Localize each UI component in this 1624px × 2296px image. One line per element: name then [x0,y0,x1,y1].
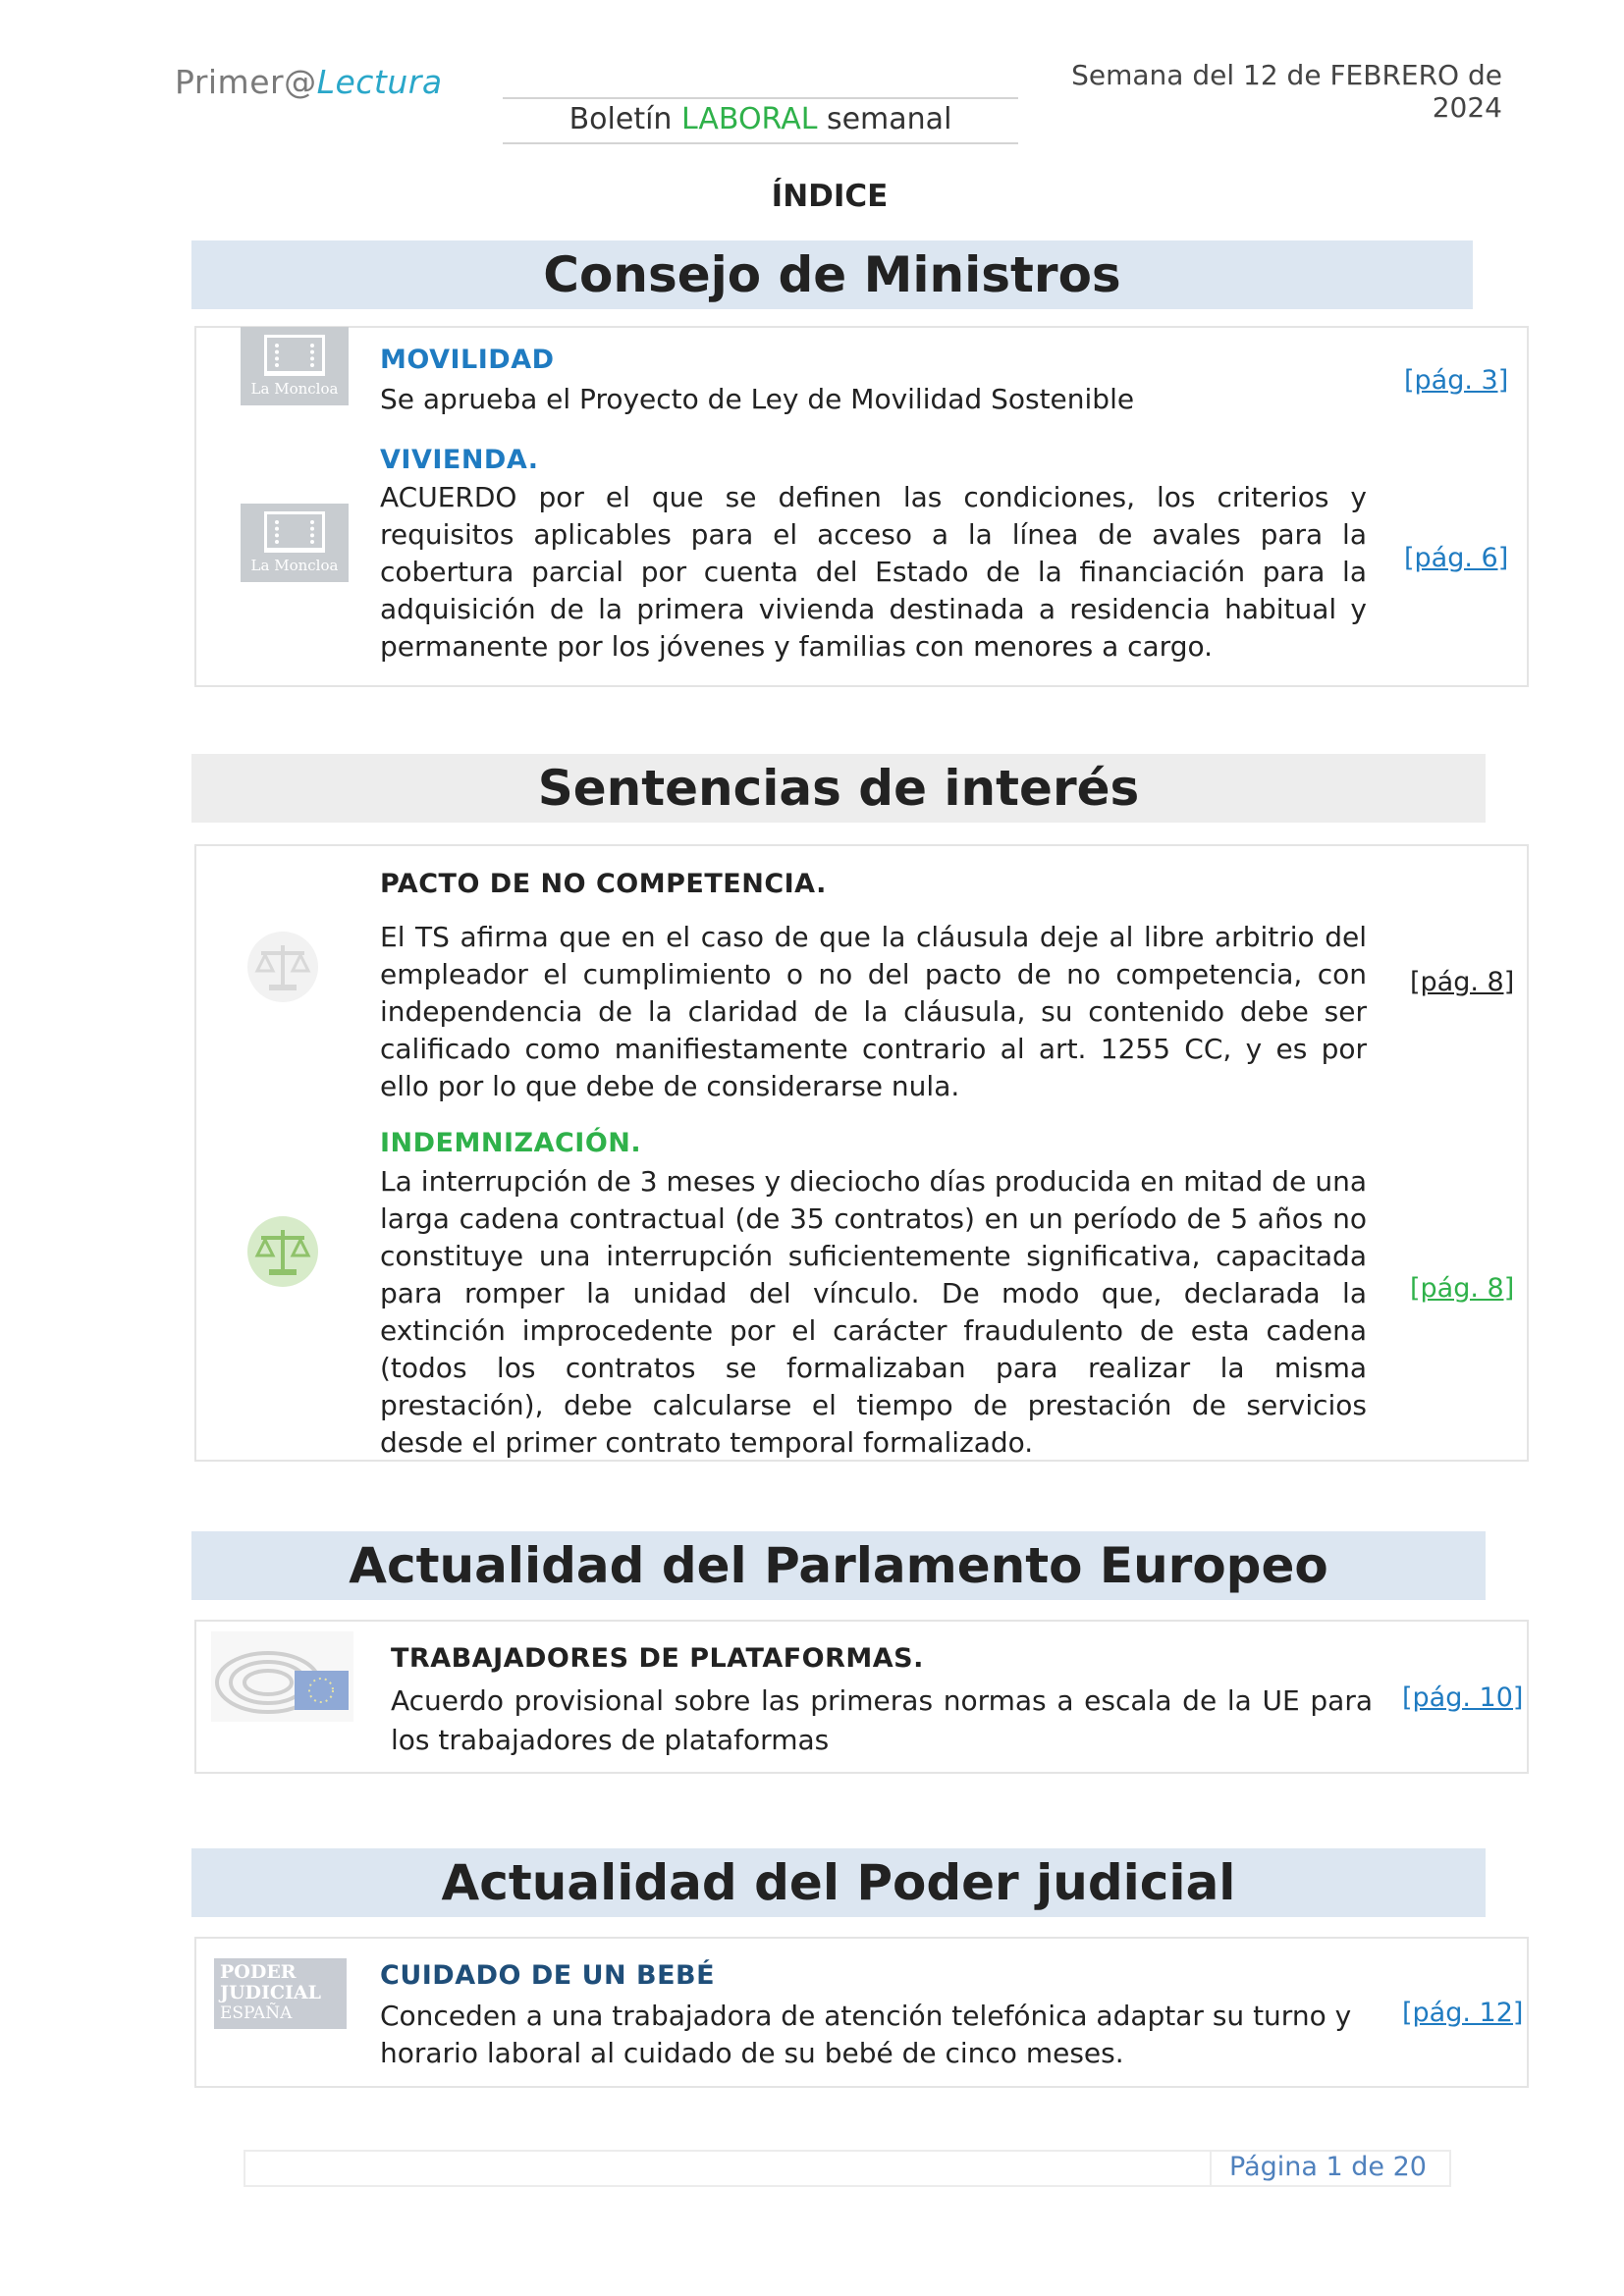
icon-label: La Moncloa [250,380,339,398]
entry-title-plataformas: TRABAJADORES DE PLATAFORMAS. [391,1643,924,1674]
divider [503,142,1018,144]
entry-text-bebe: Conceden a una trabajadora de atención telefónica adaptar su turno y horario laboral al cuidado de su bebé de cinco meses. [380,2000,1352,2069]
entry-text-indemnizacion: La interrupción de 3 meses y dieciocho días producida en mitad de una larga cadena contractual (de 35 contratos) en un período de 5 años no constituye una interrupción suficientemente significativa, capacitada para romper la unidad del vínculo. De modo que, declarada la extinción improcedente por el carácter fraudulento de esta cadena (todos los contratos se formalizaban para realizar la misma prestación), debe calcularse el tiempo de prestación de servicios desde el primer contrato temporal formalizado. [380,1165,1367,1459]
section-title: Actualidad del Poder judicial [441,1854,1236,1911]
logo-line: PODER [220,1961,297,1983]
page-link-vivienda[interactable]: [pág. 6] [1404,543,1509,573]
page-link-indemnizacion[interactable]: [pág. 8] [1410,1273,1515,1304]
section-title: Actualidad del Parlamento Europeo [349,1537,1328,1594]
scales-of-justice-icon [244,1212,322,1291]
bulletin-title-post: semanal [817,102,952,136]
brand-logo [175,63,443,101]
entry-title-vivienda: VIVIENDA. [380,445,539,475]
bulletin-title-highlight: LABORAL [680,102,818,136]
bulletin-title-pre: Boletín [568,102,681,136]
moncloa-icon [241,327,349,405]
entry-title-pacto: PACTO DE NO COMPETENCIA. [380,869,827,899]
section-title: Sentencias de interés [537,760,1140,817]
logo-line: ESPAÑA [220,2003,293,2023]
poder-judicial-logo [214,1958,347,2029]
page-link-plataformas[interactable]: [pág. 10] [1402,1682,1524,1713]
section-banner-poder [191,1848,1486,1917]
entry-title-indemnizacion: INDEMNIZACIÓN. [380,1128,642,1158]
week-date: Semana del 12 de FEBRERO de 2024 [1071,59,1502,124]
index-heading: ÍNDICE [771,179,889,214]
entry-text-plataformas: Acuerdo provisional sobre las primeras normas a escala de la UE para los trabajadores de plataformas [391,1684,1373,1756]
entry-text-movilidad: Se aprueba el Proyecto de Ley de Movilidad Sostenible [380,383,1135,415]
building-icon [264,511,325,553]
divider [503,97,1018,99]
european-parliament-icon [211,1631,353,1722]
page-number: Página 1 de 20 [1229,2152,1427,2182]
bulletin-title [503,102,1018,136]
building-icon [264,335,325,376]
page-link-pacto[interactable]: [pág. 8] [1410,967,1515,997]
section-title: Consejo de Ministros [543,246,1121,303]
logo-part-primer: Primer@ [175,63,317,101]
section-banner-sentencias [191,754,1486,823]
footer-divider [1210,2150,1212,2185]
entry-title-bebe: CUIDADO DE UN BEBÉ [380,1960,716,1991]
section-banner-parlamento [191,1531,1486,1600]
moncloa-icon [241,504,349,582]
page-link-bebe[interactable]: [pág. 12] [1402,1998,1524,2028]
scales-of-justice-icon [244,928,322,1006]
logo-part-lectura: Lectura [316,63,443,101]
logo-line: JUDICIAL [220,1982,322,2003]
page-link-movilidad[interactable]: [pág. 3] [1404,365,1509,396]
section-banner-consejo [191,240,1473,309]
entry-title-movilidad: MOVILIDAD [380,345,555,375]
entry-text-pacto: El TS afirma que en el caso de que la cláusula deje al libre arbitrio del empleador el cumplimiento o no del pacto de no competencia, con independencia de la claridad de la cláusula, su contenido debe ser calificado como manifiestamente contrario al art. 1255 CC, y es por ello por lo que debe de considerarse nula. [380,921,1367,1102]
entry-text-vivienda: ACUERDO por el que se definen las condiciones, los criterios y requisitos aplicables para el acceso a la línea de avales para la cobertura parcial por cuenta del Estado de la financiación para la adquisición de la primera vivienda destinada a residencia habitual y permanente por los jóvenes y familias con menores a cargo. [380,481,1367,663]
icon-label: La Moncloa [250,557,339,574]
